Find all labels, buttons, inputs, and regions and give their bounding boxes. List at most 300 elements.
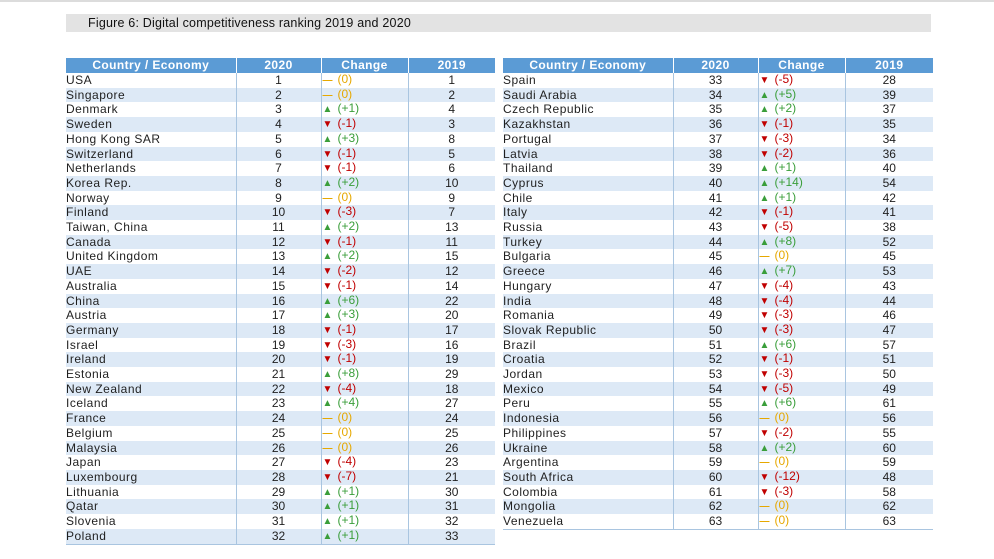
rank-2019-cell: 55 bbox=[845, 426, 933, 441]
change-value: (-3) bbox=[774, 367, 794, 381]
change-value: (-12) bbox=[774, 469, 800, 483]
triangle-down-icon: ▼ bbox=[759, 222, 770, 234]
triangle-down-icon: ▼ bbox=[322, 207, 333, 219]
country-cell: USA bbox=[66, 73, 236, 88]
country-cell: Switzerland bbox=[66, 147, 236, 162]
rank-2019-cell: 17 bbox=[408, 323, 495, 338]
table-row bbox=[66, 294, 495, 309]
change-value: (+1) bbox=[337, 514, 360, 528]
change-cell bbox=[758, 441, 845, 456]
country-cell: Peru bbox=[503, 396, 673, 411]
change-value: (-5) bbox=[774, 220, 794, 234]
triangle-up-icon: ▲ bbox=[759, 398, 770, 410]
triangle-down-icon: ▼ bbox=[759, 133, 770, 145]
table-row bbox=[503, 396, 933, 411]
rank-2019-cell: 27 bbox=[408, 396, 495, 411]
country-cell: Croatia bbox=[503, 352, 673, 367]
rank-2020-cell: 31 bbox=[236, 514, 321, 529]
rank-2020-cell: 2 bbox=[236, 88, 321, 103]
change-value: (-4) bbox=[774, 278, 794, 292]
table-header-row bbox=[66, 58, 495, 73]
change-value: (+1) bbox=[337, 484, 360, 498]
rank-2019-cell: 2 bbox=[408, 88, 495, 103]
change-cell bbox=[321, 73, 408, 88]
change-value: (-3) bbox=[774, 322, 794, 336]
change-value: (-1) bbox=[774, 352, 794, 366]
triangle-down-icon: ▼ bbox=[759, 295, 770, 307]
change-cell bbox=[321, 308, 408, 323]
table-row bbox=[503, 308, 933, 323]
change-value: (-5) bbox=[774, 381, 794, 395]
change-cell bbox=[758, 249, 845, 264]
page-top-border bbox=[0, 0, 994, 2]
table-row bbox=[503, 264, 933, 279]
change-value: (-1) bbox=[337, 146, 357, 160]
rank-2019-cell: 59 bbox=[845, 455, 933, 470]
rank-2020-cell: 44 bbox=[673, 235, 758, 250]
change-cell bbox=[758, 132, 845, 147]
table-row bbox=[503, 514, 933, 529]
country-cell: Slovenia bbox=[66, 514, 236, 529]
triangle-up-icon: ▲ bbox=[322, 222, 333, 234]
triangle-down-icon: ▼ bbox=[322, 471, 333, 483]
table-row bbox=[503, 294, 933, 309]
rank-2020-cell: 9 bbox=[236, 191, 321, 206]
table-row bbox=[66, 176, 495, 191]
dash-icon: — bbox=[759, 457, 770, 469]
country-cell: Jordan bbox=[503, 367, 673, 382]
rank-2020-cell: 11 bbox=[236, 220, 321, 235]
change-value: (-1) bbox=[774, 205, 794, 219]
rank-2020-cell: 3 bbox=[236, 102, 321, 117]
header-change: Change bbox=[758, 58, 845, 73]
table-row bbox=[66, 264, 495, 279]
country-cell: Kazakhstan bbox=[503, 117, 673, 132]
country-cell: Brazil bbox=[503, 338, 673, 353]
change-value: (+2) bbox=[337, 175, 360, 189]
rank-2019-cell: 32 bbox=[408, 514, 495, 529]
rank-2020-cell: 1 bbox=[236, 73, 321, 88]
country-cell: Japan bbox=[66, 455, 236, 470]
rank-2019-cell: 44 bbox=[845, 294, 933, 309]
rank-2019-cell: 8 bbox=[408, 132, 495, 147]
rank-2020-cell: 35 bbox=[673, 102, 758, 117]
rank-2020-cell: 14 bbox=[236, 264, 321, 279]
change-cell bbox=[321, 191, 408, 206]
country-cell: Hong Kong SAR bbox=[66, 132, 236, 147]
table-row bbox=[66, 191, 495, 206]
triangle-down-icon: ▼ bbox=[759, 148, 770, 160]
rank-2019-cell: 42 bbox=[845, 191, 933, 206]
dash-icon: — bbox=[322, 413, 333, 425]
table-row bbox=[66, 338, 495, 353]
country-cell: Mexico bbox=[503, 382, 673, 397]
rank-2019-cell: 26 bbox=[408, 441, 495, 456]
rank-2020-cell: 18 bbox=[236, 323, 321, 338]
change-cell bbox=[758, 308, 845, 323]
table-row bbox=[503, 499, 933, 514]
country-cell: Iceland bbox=[66, 396, 236, 411]
rank-2019-cell: 18 bbox=[408, 382, 495, 397]
table-row bbox=[503, 411, 933, 426]
country-cell: Australia bbox=[66, 279, 236, 294]
change-value: (0) bbox=[337, 411, 353, 425]
rank-2019-cell: 37 bbox=[845, 102, 933, 117]
rank-2020-cell: 49 bbox=[673, 308, 758, 323]
change-value: (+4) bbox=[337, 396, 360, 410]
change-cell bbox=[758, 455, 845, 470]
table-row bbox=[66, 235, 495, 250]
rank-2019-cell: 54 bbox=[845, 176, 933, 191]
rank-2019-cell: 51 bbox=[845, 352, 933, 367]
country-cell: France bbox=[66, 411, 236, 426]
rank-2019-cell: 52 bbox=[845, 235, 933, 250]
change-value: (-1) bbox=[774, 117, 794, 131]
country-cell: Romania bbox=[503, 308, 673, 323]
rank-2020-cell: 41 bbox=[673, 191, 758, 206]
triangle-up-icon: ▲ bbox=[759, 89, 770, 101]
rank-2020-cell: 15 bbox=[236, 279, 321, 294]
triangle-up-icon: ▲ bbox=[322, 133, 333, 145]
change-value: (0) bbox=[774, 499, 790, 513]
dash-icon: — bbox=[322, 442, 333, 454]
country-cell: Czech Republic bbox=[503, 102, 673, 117]
table-row bbox=[66, 308, 495, 323]
table-row bbox=[503, 161, 933, 176]
change-cell bbox=[758, 367, 845, 382]
change-value: (0) bbox=[337, 190, 353, 204]
header-2020: 2020 bbox=[236, 58, 321, 73]
change-cell bbox=[321, 117, 408, 132]
change-value: (-3) bbox=[337, 337, 357, 351]
change-cell bbox=[758, 426, 845, 441]
rank-2020-cell: 60 bbox=[673, 470, 758, 485]
triangle-down-icon: ▼ bbox=[759, 383, 770, 395]
country-cell: Netherlands bbox=[66, 161, 236, 176]
country-cell: Denmark bbox=[66, 102, 236, 117]
table-row bbox=[66, 455, 495, 470]
table-row bbox=[503, 73, 933, 88]
triangle-down-icon: ▼ bbox=[759, 369, 770, 381]
rank-2019-cell: 58 bbox=[845, 485, 933, 500]
triangle-up-icon: ▲ bbox=[322, 310, 333, 322]
rank-2019-cell: 19 bbox=[408, 352, 495, 367]
change-value: (+6) bbox=[337, 293, 360, 307]
triangle-down-icon: ▼ bbox=[759, 310, 770, 322]
table-row bbox=[503, 455, 933, 470]
triangle-down-icon: ▼ bbox=[759, 280, 770, 292]
rank-2019-cell: 16 bbox=[408, 338, 495, 353]
rank-2019-cell: 1 bbox=[408, 73, 495, 88]
country-cell: Spain bbox=[503, 73, 673, 88]
country-cell: Ireland bbox=[66, 352, 236, 367]
rank-2020-cell: 16 bbox=[236, 294, 321, 309]
table-row bbox=[66, 514, 495, 529]
rank-2019-cell: 4 bbox=[408, 102, 495, 117]
country-cell: Saudi Arabia bbox=[503, 88, 673, 103]
triangle-up-icon: ▲ bbox=[322, 530, 333, 542]
change-value: (+1) bbox=[337, 528, 360, 542]
country-cell: Taiwan, China bbox=[66, 220, 236, 235]
rank-2020-cell: 33 bbox=[673, 73, 758, 88]
change-value: (+8) bbox=[337, 367, 360, 381]
triangle-down-icon: ▼ bbox=[322, 354, 333, 366]
rank-2020-cell: 55 bbox=[673, 396, 758, 411]
triangle-up-icon: ▲ bbox=[759, 236, 770, 248]
rank-2019-cell: 5 bbox=[408, 147, 495, 162]
change-cell bbox=[758, 411, 845, 426]
change-cell bbox=[321, 102, 408, 117]
change-value: (-1) bbox=[337, 322, 357, 336]
rank-2019-cell: 56 bbox=[845, 411, 933, 426]
table-row bbox=[66, 73, 495, 88]
rank-2019-cell: 63 bbox=[845, 514, 933, 529]
table-row bbox=[503, 205, 933, 220]
rank-2020-cell: 63 bbox=[673, 514, 758, 529]
rank-2019-cell: 11 bbox=[408, 235, 495, 250]
rank-2020-cell: 27 bbox=[236, 455, 321, 470]
change-cell bbox=[321, 426, 408, 441]
rank-2019-cell: 46 bbox=[845, 308, 933, 323]
triangle-down-icon: ▼ bbox=[759, 354, 770, 366]
triangle-down-icon: ▼ bbox=[759, 119, 770, 131]
dash-icon: — bbox=[759, 251, 770, 263]
rank-2020-cell: 29 bbox=[236, 485, 321, 500]
rank-2020-cell: 23 bbox=[236, 396, 321, 411]
rank-2019-cell: 12 bbox=[408, 264, 495, 279]
table-row bbox=[503, 470, 933, 485]
country-cell: Chile bbox=[503, 191, 673, 206]
triangle-down-icon: ▼ bbox=[322, 119, 333, 131]
header-2019: 2019 bbox=[408, 58, 495, 73]
change-cell bbox=[758, 485, 845, 500]
change-cell bbox=[758, 323, 845, 338]
rank-2019-cell: 15 bbox=[408, 249, 495, 264]
change-cell bbox=[321, 147, 408, 162]
country-cell: Thailand bbox=[503, 161, 673, 176]
rank-2020-cell: 7 bbox=[236, 161, 321, 176]
ranking-table-right-body bbox=[503, 73, 933, 529]
rank-2020-cell: 21 bbox=[236, 367, 321, 382]
change-cell bbox=[321, 455, 408, 470]
table-row bbox=[503, 102, 933, 117]
change-cell bbox=[321, 367, 408, 382]
change-cell bbox=[321, 514, 408, 529]
change-value: (+6) bbox=[774, 396, 797, 410]
table-row bbox=[503, 485, 933, 500]
change-value: (+5) bbox=[774, 87, 797, 101]
rank-2020-cell: 56 bbox=[673, 411, 758, 426]
change-value: (+3) bbox=[337, 308, 360, 322]
change-cell bbox=[758, 470, 845, 485]
change-cell bbox=[758, 73, 845, 88]
rank-2020-cell: 52 bbox=[673, 352, 758, 367]
change-value: (-7) bbox=[337, 469, 357, 483]
rank-2019-cell: 25 bbox=[408, 426, 495, 441]
table-row bbox=[503, 426, 933, 441]
change-cell bbox=[758, 352, 845, 367]
rank-2020-cell: 32 bbox=[236, 529, 321, 544]
triangle-down-icon: ▼ bbox=[322, 457, 333, 469]
change-value: (-2) bbox=[774, 425, 794, 439]
rank-2020-cell: 6 bbox=[236, 147, 321, 162]
triangle-up-icon: ▲ bbox=[322, 177, 333, 189]
country-cell: Latvia bbox=[503, 147, 673, 162]
change-cell bbox=[758, 382, 845, 397]
rank-2019-cell: 28 bbox=[845, 73, 933, 88]
rank-2019-cell: 57 bbox=[845, 338, 933, 353]
triangle-up-icon: ▲ bbox=[322, 398, 333, 410]
rank-2020-cell: 13 bbox=[236, 249, 321, 264]
country-cell: Belgium bbox=[66, 426, 236, 441]
change-cell bbox=[758, 147, 845, 162]
header-country: Country / Economy bbox=[503, 58, 673, 73]
country-cell: South Africa bbox=[503, 470, 673, 485]
change-value: (-1) bbox=[337, 278, 357, 292]
change-value: (-1) bbox=[337, 352, 357, 366]
change-value: (+2) bbox=[337, 249, 360, 263]
change-cell bbox=[321, 279, 408, 294]
change-value: (-3) bbox=[774, 131, 794, 145]
change-value: (0) bbox=[337, 87, 353, 101]
table-row bbox=[503, 352, 933, 367]
rank-2020-cell: 39 bbox=[673, 161, 758, 176]
country-cell: Philippines bbox=[503, 426, 673, 441]
country-cell: China bbox=[66, 294, 236, 309]
rank-2019-cell: 31 bbox=[408, 499, 495, 514]
change-value: (+2) bbox=[337, 220, 360, 234]
rank-2019-cell: 20 bbox=[408, 308, 495, 323]
table-row bbox=[66, 367, 495, 382]
triangle-up-icon: ▲ bbox=[322, 486, 333, 498]
rank-2019-cell: 10 bbox=[408, 176, 495, 191]
rank-2020-cell: 28 bbox=[236, 470, 321, 485]
change-cell bbox=[758, 338, 845, 353]
triangle-down-icon: ▼ bbox=[322, 339, 333, 351]
triangle-down-icon: ▼ bbox=[322, 236, 333, 248]
rank-2020-cell: 51 bbox=[673, 338, 758, 353]
rank-2019-cell: 33 bbox=[408, 529, 495, 544]
table-row bbox=[66, 426, 495, 441]
change-value: (+14) bbox=[774, 175, 803, 189]
rank-2020-cell: 8 bbox=[236, 176, 321, 191]
country-cell: Qatar bbox=[66, 499, 236, 514]
rank-2020-cell: 50 bbox=[673, 323, 758, 338]
change-cell bbox=[321, 485, 408, 500]
rank-2019-cell: 61 bbox=[845, 396, 933, 411]
country-cell: Korea Rep. bbox=[66, 176, 236, 191]
table-row bbox=[503, 191, 933, 206]
rank-2019-cell: 48 bbox=[845, 470, 933, 485]
table-row bbox=[66, 102, 495, 117]
country-cell: Bulgaria bbox=[503, 249, 673, 264]
change-value: (+3) bbox=[337, 131, 360, 145]
rank-2020-cell: 42 bbox=[673, 205, 758, 220]
table-row bbox=[66, 132, 495, 147]
table-row bbox=[503, 132, 933, 147]
table-row bbox=[66, 161, 495, 176]
triangle-down-icon: ▼ bbox=[759, 471, 770, 483]
table-row bbox=[66, 147, 495, 162]
change-value: (0) bbox=[337, 425, 353, 439]
rank-2020-cell: 53 bbox=[673, 367, 758, 382]
change-value: (0) bbox=[337, 440, 353, 454]
change-value: (+1) bbox=[337, 499, 360, 513]
country-cell: Canada bbox=[66, 235, 236, 250]
table-row bbox=[503, 249, 933, 264]
table-row bbox=[503, 367, 933, 382]
country-cell: Israel bbox=[66, 338, 236, 353]
triangle-up-icon: ▲ bbox=[759, 177, 770, 189]
change-value: (-1) bbox=[337, 117, 357, 131]
country-cell: Norway bbox=[66, 191, 236, 206]
rank-2019-cell: 50 bbox=[845, 367, 933, 382]
country-cell: Venezuela bbox=[503, 514, 673, 529]
change-cell bbox=[321, 382, 408, 397]
country-cell: UAE bbox=[66, 264, 236, 279]
triangle-down-icon: ▼ bbox=[759, 324, 770, 336]
change-cell bbox=[321, 249, 408, 264]
table-row bbox=[503, 176, 933, 191]
country-cell: Hungary bbox=[503, 279, 673, 294]
rank-2019-cell: 9 bbox=[408, 191, 495, 206]
change-cell bbox=[321, 235, 408, 250]
change-cell bbox=[321, 411, 408, 426]
dash-icon: — bbox=[759, 516, 770, 528]
change-cell bbox=[758, 176, 845, 191]
triangle-up-icon: ▲ bbox=[759, 104, 770, 116]
table-row bbox=[66, 382, 495, 397]
rank-2020-cell: 17 bbox=[236, 308, 321, 323]
triangle-up-icon: ▲ bbox=[322, 501, 333, 513]
dash-icon: — bbox=[322, 427, 333, 439]
header-2019: 2019 bbox=[845, 58, 933, 73]
change-value: (0) bbox=[774, 411, 790, 425]
header-country: Country / Economy bbox=[66, 58, 236, 73]
country-cell: Germany bbox=[66, 323, 236, 338]
change-value: (0) bbox=[774, 249, 790, 263]
rank-2019-cell: 24 bbox=[408, 411, 495, 426]
change-cell bbox=[321, 352, 408, 367]
rank-2020-cell: 5 bbox=[236, 132, 321, 147]
rank-2020-cell: 10 bbox=[236, 205, 321, 220]
triangle-down-icon: ▼ bbox=[759, 427, 770, 439]
triangle-up-icon: ▲ bbox=[759, 442, 770, 454]
country-cell: Colombia bbox=[503, 485, 673, 500]
change-cell bbox=[758, 205, 845, 220]
change-cell bbox=[758, 294, 845, 309]
table-row bbox=[66, 323, 495, 338]
change-value: (-3) bbox=[337, 205, 357, 219]
rank-2019-cell: 29 bbox=[408, 367, 495, 382]
change-cell bbox=[758, 235, 845, 250]
rank-2019-cell: 45 bbox=[845, 249, 933, 264]
triangle-up-icon: ▲ bbox=[759, 339, 770, 351]
rank-2020-cell: 19 bbox=[236, 338, 321, 353]
triangle-down-icon: ▼ bbox=[322, 324, 333, 336]
triangle-up-icon: ▲ bbox=[322, 369, 333, 381]
rank-2019-cell: 62 bbox=[845, 499, 933, 514]
country-cell: Poland bbox=[66, 529, 236, 544]
table-row bbox=[66, 279, 495, 294]
country-cell: Sweden bbox=[66, 117, 236, 132]
country-cell: Argentina bbox=[503, 455, 673, 470]
change-value: (+2) bbox=[774, 440, 797, 454]
change-cell bbox=[321, 338, 408, 353]
country-cell: Ukraine bbox=[503, 441, 673, 456]
change-cell bbox=[758, 396, 845, 411]
country-cell: Austria bbox=[66, 308, 236, 323]
